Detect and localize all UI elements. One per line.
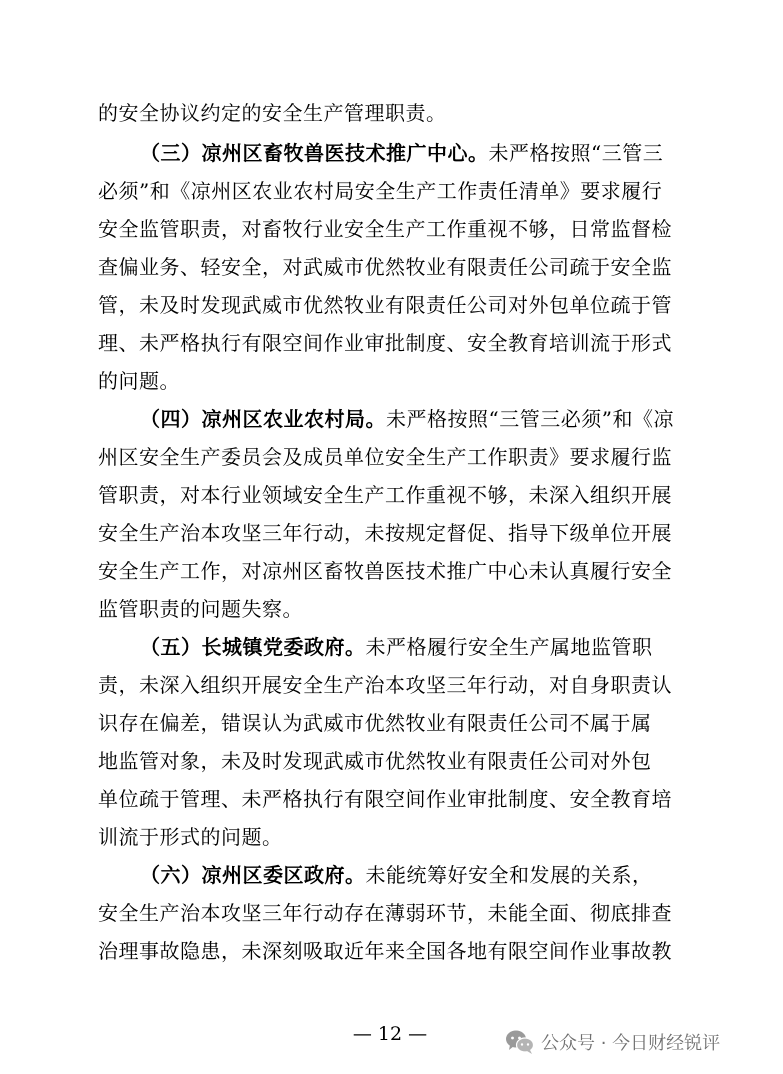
text-line: 必须”和《凉州区农业农村局安全生产工作责任清单》要求履行 xyxy=(98,179,663,203)
text-line: 安全生产治本攻坚三年行动存在薄弱环节，未能全面、彻底排查 xyxy=(98,901,672,925)
text-line: 安全生产治本攻坚三年行动，未按规定督促、指导下级单位开展 xyxy=(98,521,672,545)
text-line: 的安全协议约定的安全生产管理职责。 xyxy=(98,101,447,125)
text-line: 管职责，对本行业领域安全生产工作重视不够，未深入组织开展 xyxy=(98,483,672,507)
text-line: 监管职责的问题失察。 xyxy=(98,597,303,621)
paragraph-first-line xyxy=(140,861,683,889)
section-heading: （三）凉州区畜牧兽医技术推广中心。 xyxy=(140,141,489,165)
paragraph-first-line xyxy=(140,405,683,433)
text-run: 未严格履行安全生产属地监管职 xyxy=(365,635,653,659)
text-line: 地监管对象，未及时发现武威市优然牧业有限责任公司对外包 xyxy=(98,749,652,773)
paragraph-first-line xyxy=(140,633,683,661)
text-run: 未能统筹好安全和发展的关系， xyxy=(365,863,653,887)
text-line: 安全监管职责，对畜牧行业安全生产工作重视不够，日常监督检 xyxy=(98,217,672,241)
text-run: 未严格按照“三管三 xyxy=(488,141,664,165)
text-line: 单位疏于管理、未严格执行有限空间作业审批制度、安全教育培 xyxy=(98,787,672,811)
text-line: 州区安全生产委员会及成员单位安全生产工作职责》要求履行监 xyxy=(98,445,672,469)
section-heading: （五）长城镇党委政府。 xyxy=(140,635,366,659)
text-line: 责，未深入组织开展安全生产治本攻坚三年行动，对自身职责认 xyxy=(98,673,672,697)
text-run: 未严格按照“三管三必须”和《凉 xyxy=(386,407,674,431)
paragraph-first-line xyxy=(140,139,683,167)
text-line: 治理事故隐患，未深刻吸取近年来全国各地有限空间作业事故教 xyxy=(98,939,672,963)
watermark xyxy=(505,1027,720,1057)
text-line: 安全生产工作，对凉州区畜牧兽医技术推广中心未认真履行安全 xyxy=(98,559,672,583)
section-heading: （六）凉州区委区政府。 xyxy=(140,863,366,887)
section-heading: （四）凉州区农业农村局。 xyxy=(140,407,386,431)
text-line: 识存在偏差，错误认为武威市优然牧业有限责任公司不属于属 xyxy=(98,711,652,735)
watermark-text: 公众号 · 今日财经锐评 xyxy=(541,1033,721,1054)
text-line: 的问题。 xyxy=(98,369,180,393)
text-line: 理、未严格执行有限空间作业审批制度、安全教育培训流于形式 xyxy=(98,331,672,355)
wechat-icon xyxy=(505,1029,535,1055)
page-number: — 12 — xyxy=(352,1023,428,1045)
text-line: 训流于形式的问题。 xyxy=(98,825,283,849)
text-line: 查偏业务、轻安全，对武威市优然牧业有限责任公司疏于安全监 xyxy=(98,255,672,279)
text-line: 管，未及时发现武威市优然牧业有限责任公司对外包单位疏于管 xyxy=(98,293,672,317)
